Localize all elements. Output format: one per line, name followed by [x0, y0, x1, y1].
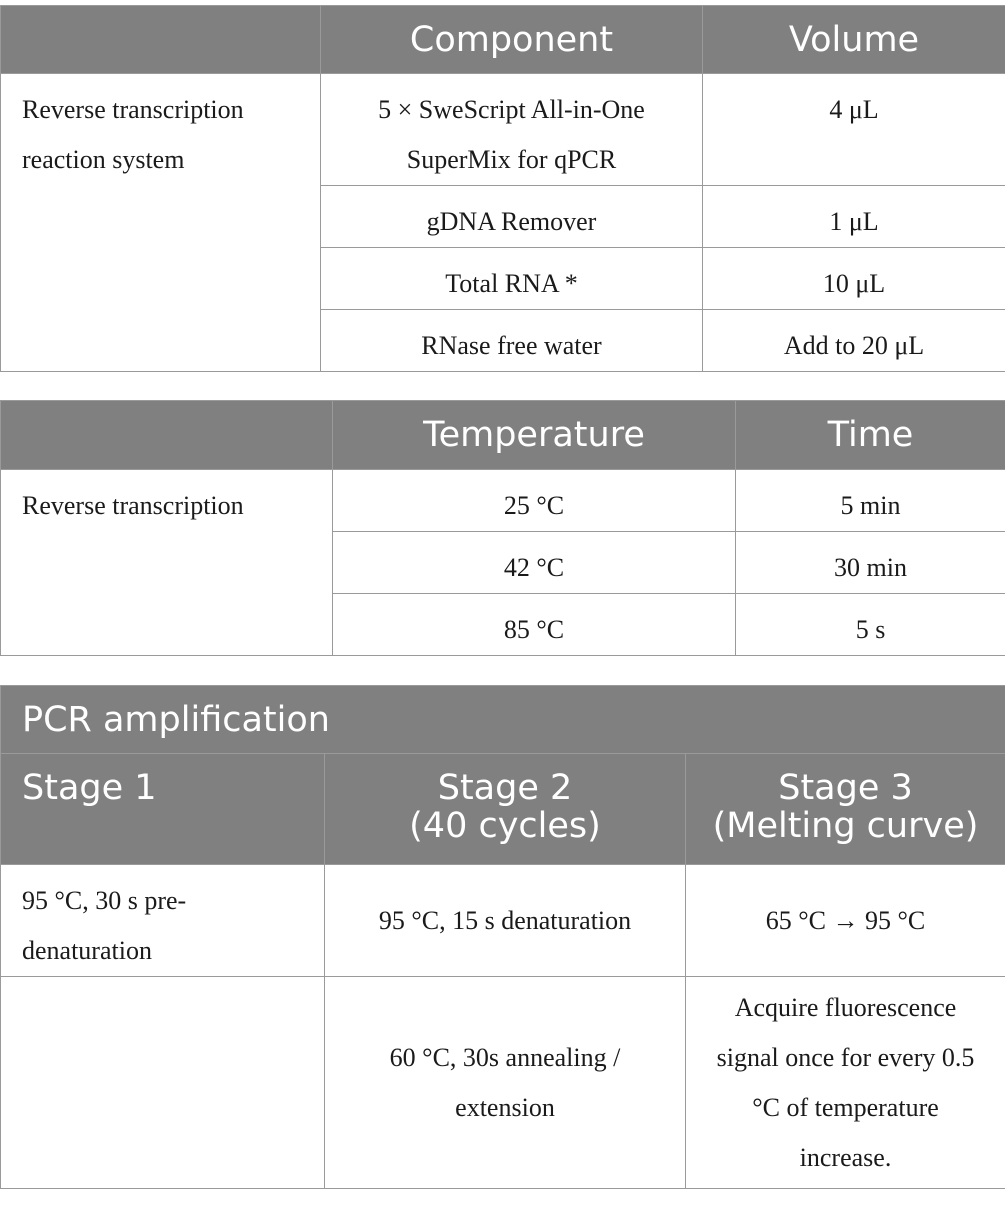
pcr-amplification-title: PCR amplification — [1, 686, 1005, 754]
header-time: Time — [736, 401, 1005, 470]
component-cell: 5 × SweScript All-in-One SuperMix for qPCR — [321, 74, 703, 186]
header-stage-3: Stage 3 (Melting curve) — [686, 754, 1005, 865]
table-header-row — [1, 401, 1005, 470]
temperature-cell: 42 °C — [333, 532, 736, 594]
component-cell: RNase free water — [321, 310, 703, 372]
stage-1-cell: 95 °C, 30 s pre-denaturation — [1, 865, 325, 977]
group-label-reverse-transcription: Reverse transcription — [1, 470, 333, 656]
stage-1-cell — [1, 977, 325, 1189]
reverse-transcription-program-table — [0, 400, 1005, 656]
volume-cell: Add to 20 μL — [703, 310, 1005, 372]
table-header-row — [1, 754, 1005, 865]
reverse-transcription-reaction-table — [0, 5, 1005, 372]
table-row — [1, 865, 1005, 977]
table-title-row — [1, 686, 1005, 754]
header-temperature: Temperature — [333, 401, 736, 470]
table-row — [1, 74, 1005, 186]
volume-cell: 1 μL — [703, 186, 1005, 248]
table-row — [1, 977, 1005, 1189]
time-cell: 30 min — [736, 532, 1005, 594]
volume-cell: 4 μL — [703, 74, 1005, 186]
table-header-row — [1, 6, 1005, 74]
component-cell: gDNA Remover — [321, 186, 703, 248]
stage-2-cell: 95 °C, 15 s denaturation — [325, 865, 686, 977]
volume-cell: 10 μL — [703, 248, 1005, 310]
pcr-amplification-table — [0, 685, 1005, 1189]
header-stage-1: Stage 1 — [1, 754, 325, 865]
group-label-reaction-system: Reverse transcription reaction system — [1, 74, 321, 372]
stage-3-cell: 65 °C → 95 °C — [686, 865, 1005, 977]
header-empty — [1, 401, 333, 470]
header-volume: Volume — [703, 6, 1005, 74]
header-component: Component — [321, 6, 703, 74]
time-cell: 5 min — [736, 470, 1005, 532]
time-cell: 5 s — [736, 594, 1005, 656]
header-empty — [1, 6, 321, 74]
table-row — [1, 470, 1005, 532]
stage-2-cell: 60 °C, 30s annealing / extension — [325, 977, 686, 1189]
temperature-cell: 25 °C — [333, 470, 736, 532]
temperature-cell: 85 °C — [333, 594, 736, 656]
stage-3-cell: Acquire fluorescence signal once for every 0.5 °C of temperature increase. — [686, 977, 1005, 1189]
component-cell: Total RNA * — [321, 248, 703, 310]
header-stage-2: Stage 2 (40 cycles) — [325, 754, 686, 865]
